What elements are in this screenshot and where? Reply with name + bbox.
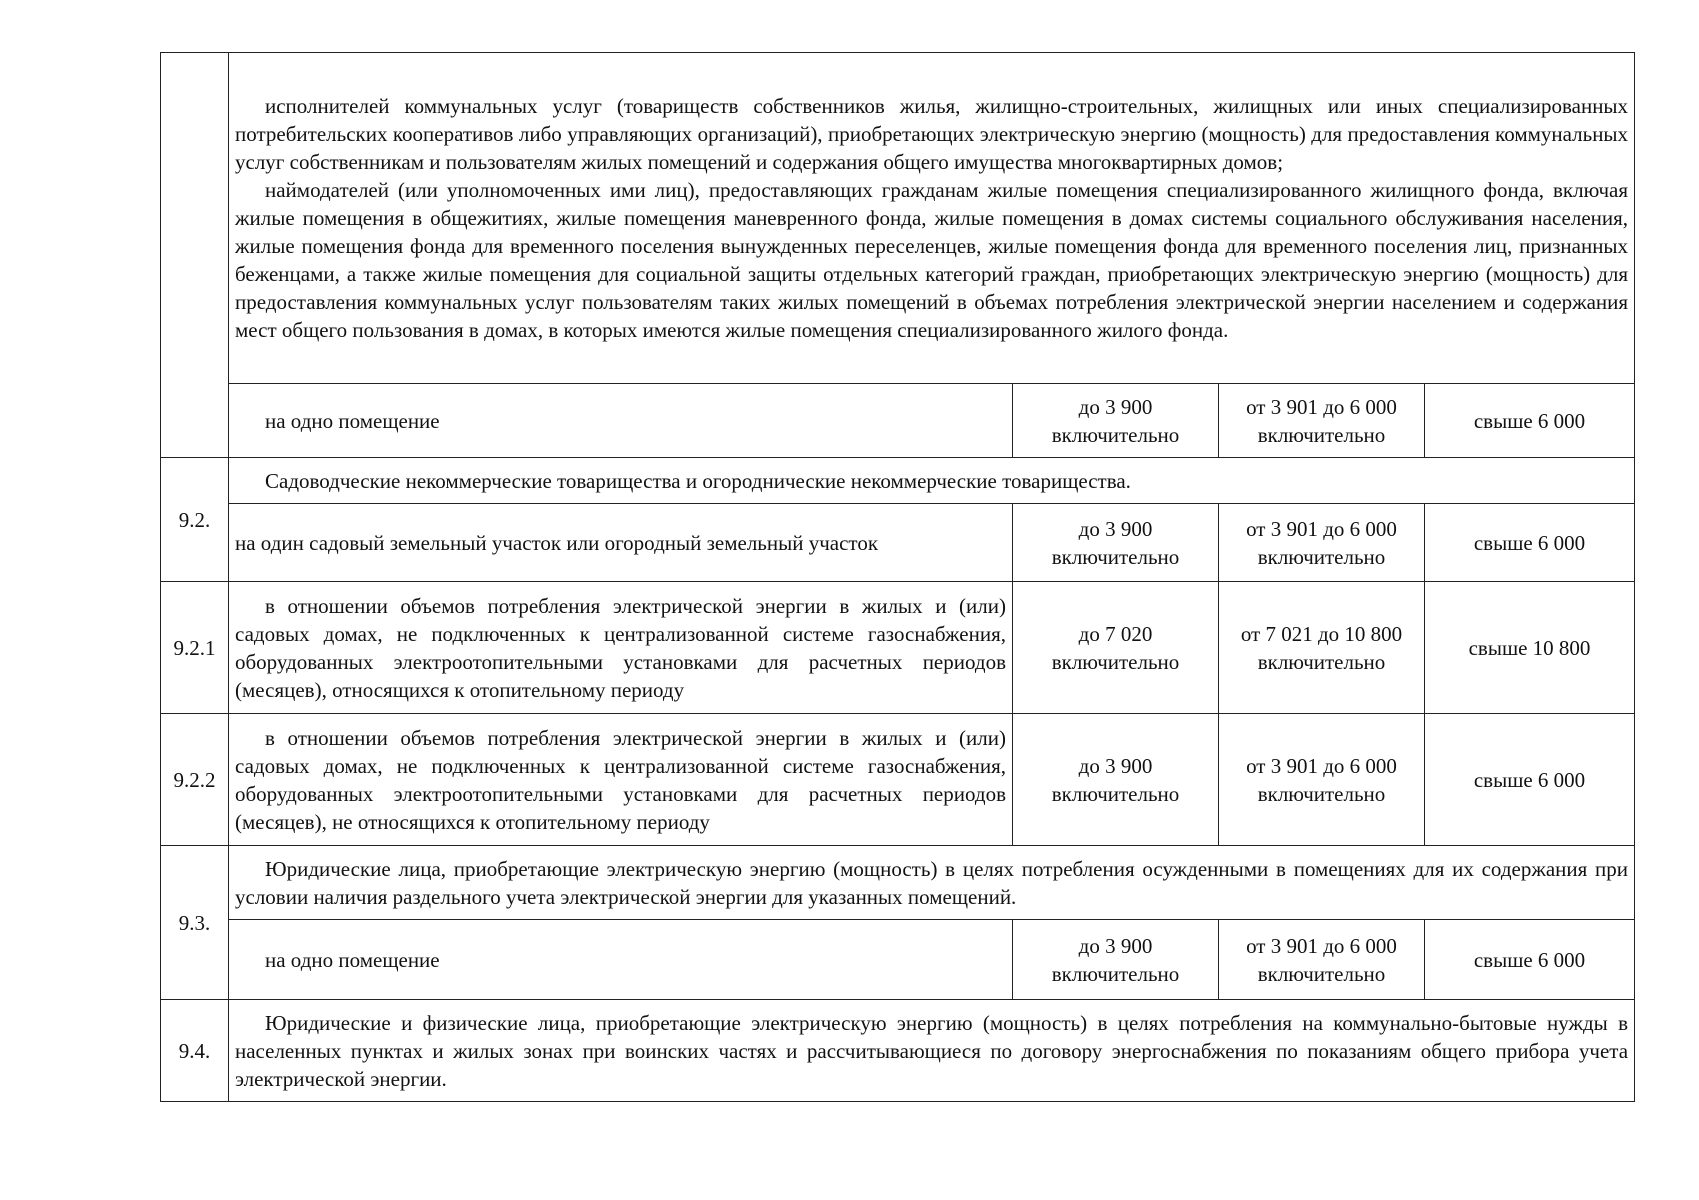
table-row bbox=[161, 846, 1635, 920]
value-low: до 3 900 включительно bbox=[1013, 920, 1219, 1000]
value-low: до 7 020 включительно bbox=[1013, 582, 1219, 714]
value-mid: от 3 901 до 6 000 включительно bbox=[1219, 384, 1425, 458]
continuation-text bbox=[229, 53, 1635, 384]
value-high: свыше 6 000 bbox=[1425, 504, 1635, 582]
row-number: 9.2.1 bbox=[161, 582, 229, 714]
table-row bbox=[161, 53, 1635, 384]
row-label: на один садовый земельный участок или огородный земельный участок bbox=[229, 504, 1013, 582]
table-row bbox=[161, 458, 1635, 504]
row-heading: Садоводческие некоммерческие товарищества и огороднические некоммерческие товарищества. bbox=[229, 458, 1635, 504]
paragraph: наймодателей (или уполномоченных ими лиц), предоставляющих гражданам жилые помещения специализированного жилищного фонда, включая жилые помещения в общежитиях, жилые помещения маневренного фонда, жилые помещения в домах системы социального обслуживания населения, жилые помещения фонда для временного поселения вынужденных переселенцев, жилые помещения фонда для временного поселения лиц, признанных беженцами, а также жилые помещения для социальной защиты отдельных категорий граждан, приобретающих электрическую энергию (мощность) для предоставления коммунальных услуг пользователям таких жилых помещений в объемах потребления электрической энергии населением и содержания мест общего пользования в домах, в которых имеются жилые помещения специализированного жилого фонда. bbox=[235, 178, 1629, 342]
row-number: 9.3. bbox=[161, 846, 229, 1000]
table-row bbox=[161, 384, 1635, 458]
value-mid: от 7 021 до 10 800 включительно bbox=[1219, 582, 1425, 714]
value-high: свыше 10 800 bbox=[1425, 582, 1635, 714]
value-mid: от 3 901 до 6 000 включительно bbox=[1219, 714, 1425, 846]
tariff-table bbox=[160, 52, 1635, 1102]
table-row bbox=[161, 920, 1635, 1000]
row-label: на одно помещение bbox=[229, 920, 1013, 1000]
value-low: до 3 900 включительно bbox=[1013, 504, 1219, 582]
value-high: свыше 6 000 bbox=[1425, 714, 1635, 846]
row-label: в отношении объемов потребления электрической энергии в жилых и (или) садовых домах, не подключенных к централизованной системе газоснабжения, оборудованных электроотопительными установками для расчетных периодов (месяцев), относящихся к отопительному периоду bbox=[229, 582, 1013, 714]
row-label: в отношении объемов потребления электрической энергии в жилых и (или) садовых домах, не подключенных к централизованной системе газоснабжения, оборудованных электроотопительными установками для расчетных периодов (месяцев), не относящихся к отопительному периоду bbox=[229, 714, 1013, 846]
table-row bbox=[161, 504, 1635, 582]
value-low: до 3 900 включительно bbox=[1013, 714, 1219, 846]
row-heading: Юридические и физические лица, приобретающие электрическую энергию (мощность) в целях потребления на коммунально-бытовые нужды в населенных пунктах и жилых зонах при воинских частях и рассчитывающиеся по договору энергоснабжения по показаниям общего прибора учета электрической энергии. bbox=[229, 1000, 1635, 1102]
row-heading: Юридические лица, приобретающие электрическую энергию (мощность) в целях потребления осужденными в помещениях для их содержания при условии наличия раздельного учета электрической энергии для указанных помещений. bbox=[229, 846, 1635, 920]
row-number: 9.2. bbox=[161, 458, 229, 582]
value-mid: от 3 901 до 6 000 включительно bbox=[1219, 504, 1425, 582]
table-row bbox=[161, 714, 1635, 846]
row-number bbox=[161, 53, 229, 458]
row-label: на одно помещение bbox=[229, 384, 1013, 458]
row-number: 9.2.2 bbox=[161, 714, 229, 846]
table-row bbox=[161, 582, 1635, 714]
row-number: 9.4. bbox=[161, 1000, 229, 1102]
paragraph: исполнителей коммунальных услуг (товариществ собственников жилья, жилищно-строительных, жилищных или иных специализированных потребительских кооперативов либо управляющих организаций), приобретающих электрическую энергию (мощность) для предоставления коммунальных услуг собственникам и пользователям жилых помещений и содержания общего имущества многоквартирных домов; bbox=[235, 94, 1629, 174]
value-mid: от 3 901 до 6 000 включительно bbox=[1219, 920, 1425, 1000]
value-high: свыше 6 000 bbox=[1425, 920, 1635, 1000]
table-row bbox=[161, 1000, 1635, 1102]
value-high: свыше 6 000 bbox=[1425, 384, 1635, 458]
value-low: до 3 900 включительно bbox=[1013, 384, 1219, 458]
